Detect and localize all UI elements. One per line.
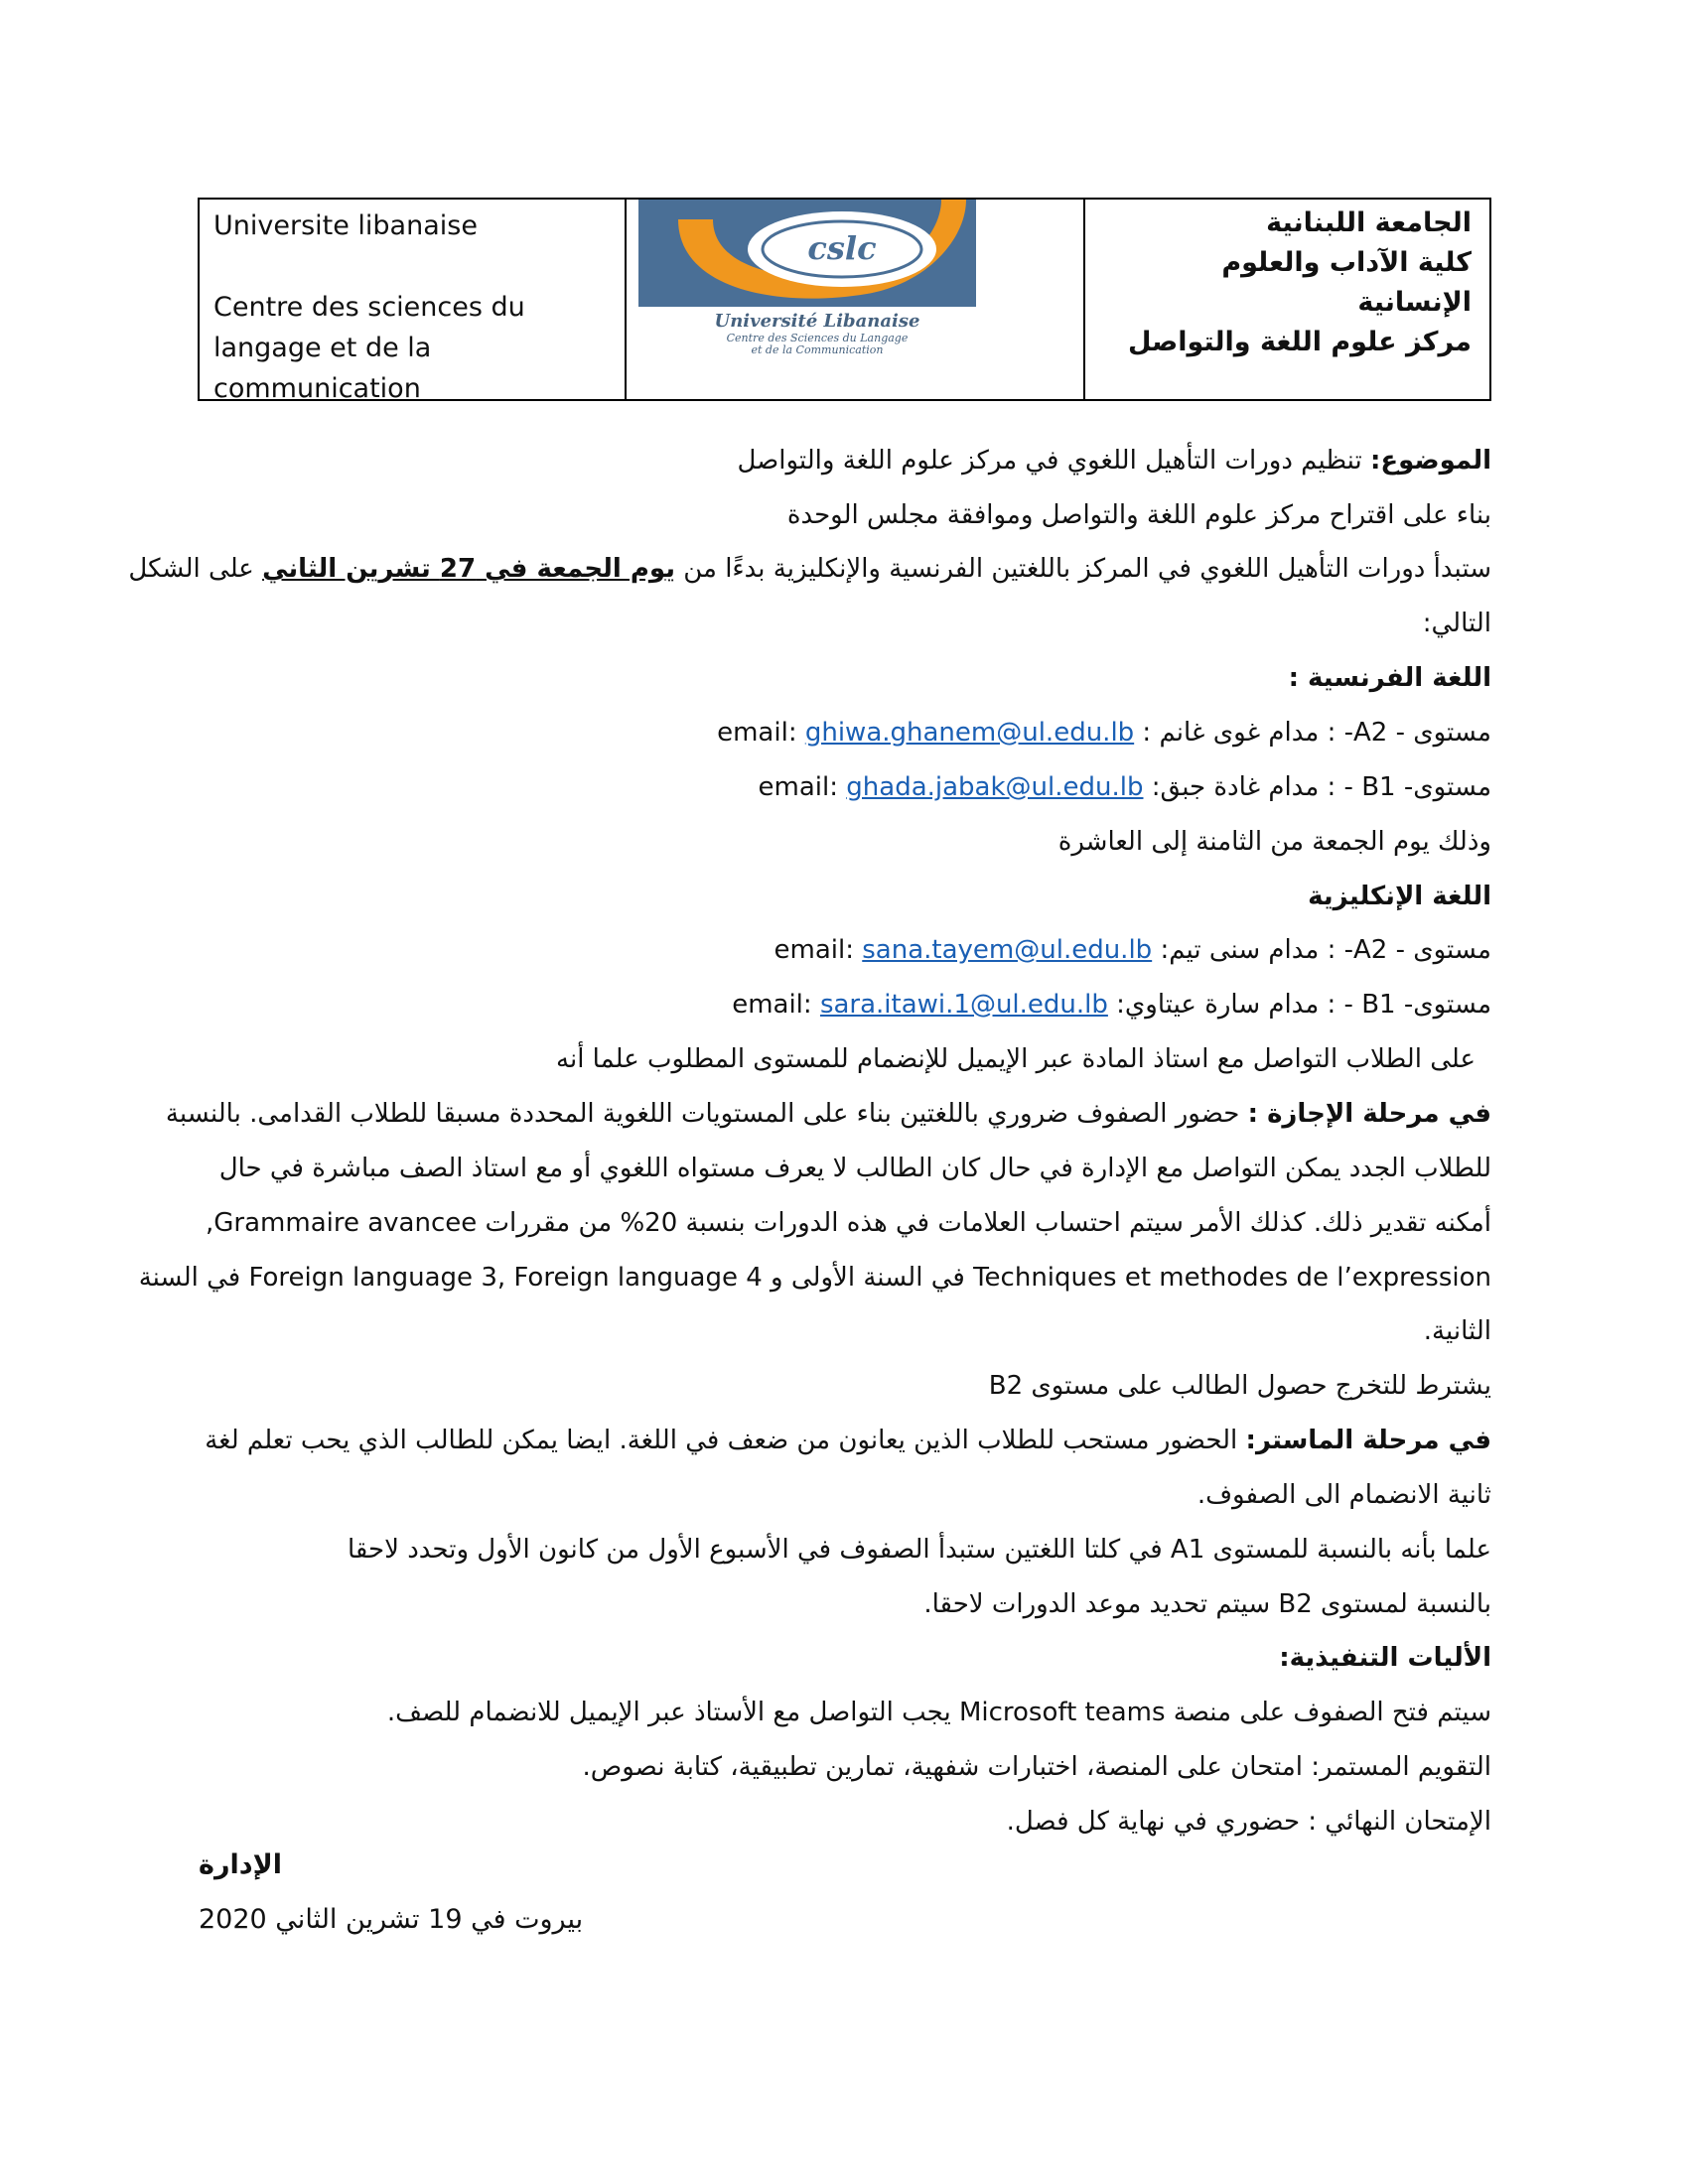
logo-mark: cslc	[807, 229, 877, 267]
header-arabic-cell	[1085, 200, 1489, 399]
license-line-5: الثانية.	[1423, 1316, 1491, 1346]
graduation-line: يشترط للتخرج حصول الطالب على مستوى B2	[988, 1371, 1491, 1401]
fr-b1-line: مستوى- B1 - : مدام غادة جبق: email: ghada.jabak@ul.edu.lb	[758, 772, 1491, 802]
logo-university-name: Université Libanaise	[714, 311, 920, 332]
french-heading: اللغة الفرنسية :	[1288, 663, 1491, 693]
fr-schedule-line: وذلك يوم الجمعة من الثامنة إلى العاشرة	[1057, 827, 1491, 857]
signature-date: بيروت في 19 تشرين الثاني 2020	[199, 1904, 584, 1935]
logo-centre-name: Centre des Sciences du Langage et de la Communication	[726, 332, 909, 356]
license-line-2: للطلاب الجدد يمكن التواصل مع الإدارة في حال كان الطالب لا يعرف مستواه اللغوي أو مع استاذ الصف مباشرة في حال	[218, 1154, 1491, 1183]
fr-a2-email-link[interactable]: ghiwa.ghanem@ul.edu.lb	[804, 718, 1135, 748]
en-b1-line: مستوى- B1 - : مدام سارة عيتاوي: email: sara.itawi.1@ul.edu.lb	[732, 990, 1491, 1020]
intro-line-2: التالي:	[1422, 609, 1491, 638]
basis-line: بناء على اقتراح مركز علوم اللغة والتواصل وموافقة مجلس الوحدة	[786, 500, 1491, 530]
header-ar-line-2: كلية الآداب والعلوم الإنسانية	[1221, 247, 1472, 318]
mechanism-2: التقويم المستمر: امتحان على المنصة، اختبارات شفهية، تمارين تطبيقية، كتابة نصوص.	[582, 1752, 1491, 1782]
en-b1-email-link[interactable]: sara.itawi.1@ul.edu.lb	[819, 990, 1108, 1020]
contact-note: على الطلاب التواصل مع استاذ المادة عبر الإيميل للإنضمام للمستوى المطلوب علما أنه	[556, 1044, 1476, 1074]
master-line-1: في مرحلة الماستر: الحضور مستحب للطلاب الذين يعانون من ضعف في اللغة. ايضا يمكن للطالب الذي يحب تعلم لغة	[205, 1426, 1491, 1455]
license-line-1: في مرحلة الإجازة : حضور الصفوف ضروري باللغتين بناء على المستويات اللغوية المحددة مسبقا للطلاب القدامى. بالنسبة	[165, 1099, 1491, 1129]
fr-b1-email-link[interactable]: ghada.jabak@ul.edu.lb	[846, 772, 1144, 802]
intro-line: ستبدأ دورات التأهيل اللغوي في المركز باللغتين الفرنسية والإنكليزية بدءًا من يوم الجمعة في 27 تشرين الثاني على الشكل	[128, 554, 1491, 584]
header-ar-line-3: مركز علوم اللغة والتواصل	[1128, 327, 1472, 357]
english-heading: اللغة الإنكليزية	[1308, 882, 1491, 911]
header-table	[198, 198, 1491, 404]
mechanism-1: سيتم فتح الصفوف على منصة Microsoft teams يجب التواصل مع الأستاذ عبر الإيميل للانضمام للصف.	[386, 1698, 1491, 1727]
mechanisms-heading: الأليات التنفيذية:	[1279, 1643, 1491, 1673]
university-logo	[638, 200, 976, 356]
mechanism-3: الإمتحان النهائي : حضوري في نهاية كل فصل.	[1006, 1807, 1491, 1837]
a1-note-line-1: علما بأنه بالنسبة للمستوى A1 في كلتا اللغتين ستبدأ الصفوف في الأسبوع الأول من كانون الأول وتحدد لاحقا	[347, 1535, 1491, 1565]
header-ar-line-1: الجامعة اللبنانية	[1266, 207, 1472, 238]
header-french-cell	[200, 200, 627, 404]
header-fr-line-4: communication	[213, 373, 421, 404]
header-fr-line-3: langage et de la	[213, 333, 432, 363]
header-logo-cell	[627, 200, 1085, 399]
fr-a2-line: مستوى - A2- : مدام غوى غانم : email: ghiwa.ghanem@ul.edu.lb	[717, 718, 1491, 748]
master-line-2: ثانية الانضمام الى الصفوف.	[1196, 1480, 1491, 1510]
license-line-4: Techniques et methodes de l’expression في السنة الأولى و Foreign language 3, Foreign language 4 في السنة	[138, 1263, 1491, 1293]
a1-note-line-2: بالنسبة لمستوى B2 سيتم تحديد موعد الدورات لاحقا.	[923, 1589, 1491, 1619]
en-a2-line: مستوى - A2- : مدام سنى تيم: email: sana.tayem@ul.edu.lb	[774, 935, 1491, 965]
subject-line: الموضوع: تنظيم دورات التأهيل اللغوي في مركز علوم اللغة والتواصل	[737, 446, 1491, 476]
header-fr-line-2: Centre des sciences du	[213, 292, 525, 323]
license-line-3: أمكنه تقدير ذلك. كذلك الأمر سيتم احتساب العلامات في هذه الدورات بنسبة 20% من مقررات Grammaire avancee,	[206, 1208, 1491, 1238]
en-a2-email-link[interactable]: sana.tayem@ul.edu.lb	[862, 935, 1153, 965]
header-fr-line-1: Universite libanaise	[213, 210, 478, 241]
administration-signature: الإدارة	[199, 1849, 282, 1880]
